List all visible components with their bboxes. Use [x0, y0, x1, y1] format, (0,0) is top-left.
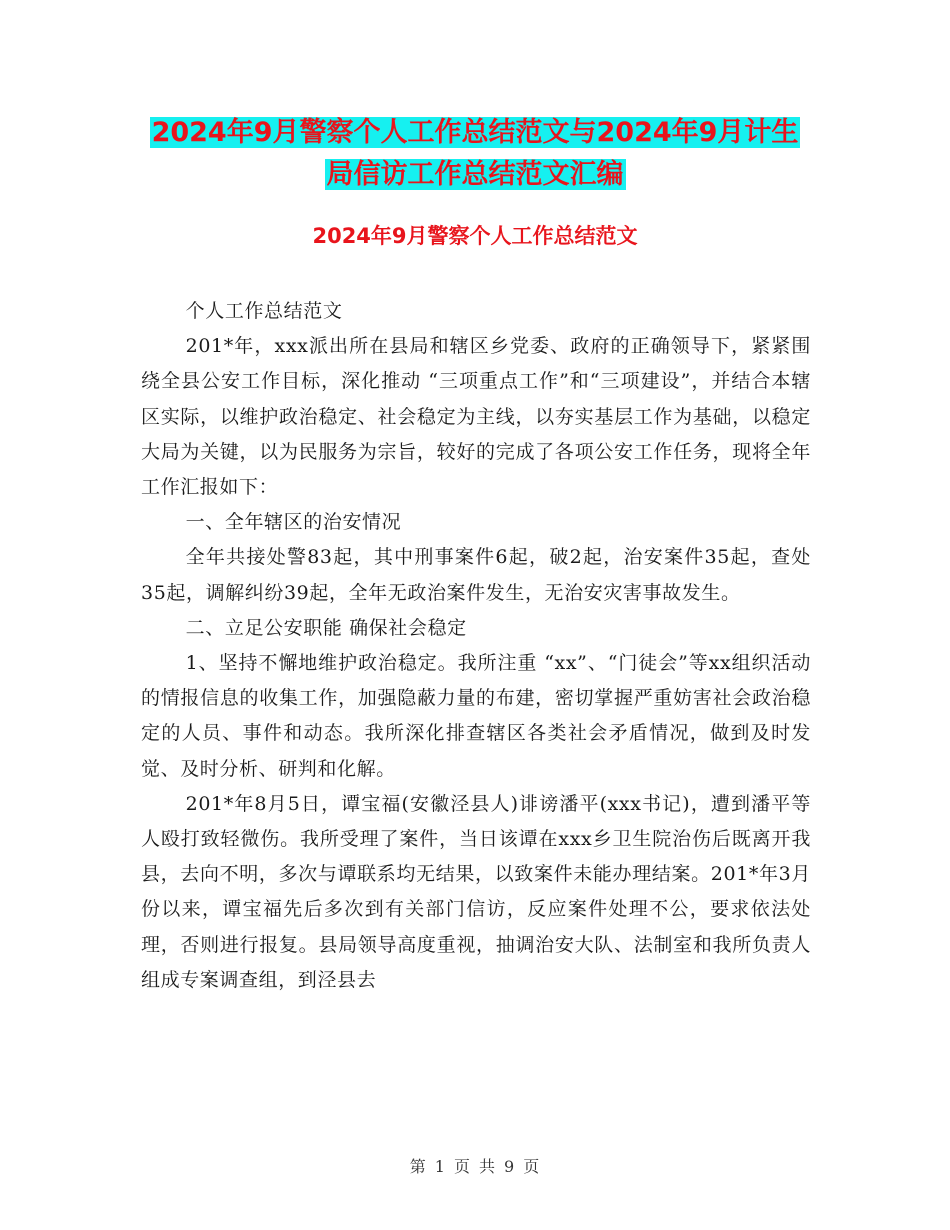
- footer-prefix: 第: [409, 1157, 427, 1176]
- paragraph-case: 201*年8月5日，谭宝福(安徽泾县人)诽谤潘平(xxx书记)，遭到潘平等人殴打致轻微伤。我所受理了案件，当日该谭在xxx乡卫生院治伤后既离开我县，去向不明，多次与谭联系均无结果，以致案件未能办理结案。201*年3月份以来，谭宝福先后多次到有关部门信访，反应案件处理不公，要求依法处理，否则进行报复。县局领导高度重视，抽调治安大队、法制室和我所负责人组成专案调查组，到泾县去: [141, 792, 811, 991]
- paragraph-political-stability: 1、坚持不懈地维护政治稳定。我所注重 “xx”、“门徒会”等xx组织活动的情报信息的收集工作，加强隐蔽力量的布建，密切掌握严重妨害社会政治稳定的人员、事件和动态。我所深化排查辖区各类社会矛盾情况，做到及时发觉、及时分析、研判和化解。: [141, 652, 811, 780]
- page-footer: [0, 1154, 950, 1177]
- document-title-text-1: 2024年9月警察个人工作总结范文与2024年9月计生: [151, 117, 799, 148]
- footer-suffix: 页: [523, 1157, 541, 1176]
- footer-current-page: 1: [434, 1157, 446, 1176]
- paragraph-subheading-2: 二、立足公安职能 确保社会稳定: [185, 616, 467, 639]
- document-title-text-2: 局信访工作总结范文汇编: [326, 159, 624, 190]
- document-body: [141, 294, 811, 998]
- footer-total-pages: 9: [504, 1157, 516, 1176]
- paragraph-subheading-1: 一、全年辖区的治安情况: [185, 511, 402, 534]
- paragraph-heading: 个人工作总结范文: [185, 300, 343, 322]
- paragraph-intro: 201*年，xxx派出所在县局和辖区乡党委、政府的正确领导下，紧紧围绕全县公安工作目标，深化推动 “三项重点工作”和“三项建设”，并结合本辖区实际，以维护政治稳定、社会稳定为主线，以夯实基层工作为基础，以稳定大局为关键，以为民服务为宗旨，较好的完成了各项公安工作任务，现将全年工作汇报如下：: [141, 335, 811, 499]
- section-title: 2024年9月警察个人工作总结范文: [312, 224, 638, 248]
- document-title-line-2: [140, 154, 810, 196]
- footer-page-word: 页: [453, 1157, 471, 1176]
- paragraph-stats: 全年共接处警83起，其中刑事案件6起，破2起，治安案件35起，查处35起，调解纠纷39起，全年无政治案件发生，无治安灾害事故发生。: [141, 546, 811, 604]
- footer-total-prefix: 共: [479, 1157, 497, 1176]
- document-title-line-1: [140, 112, 810, 154]
